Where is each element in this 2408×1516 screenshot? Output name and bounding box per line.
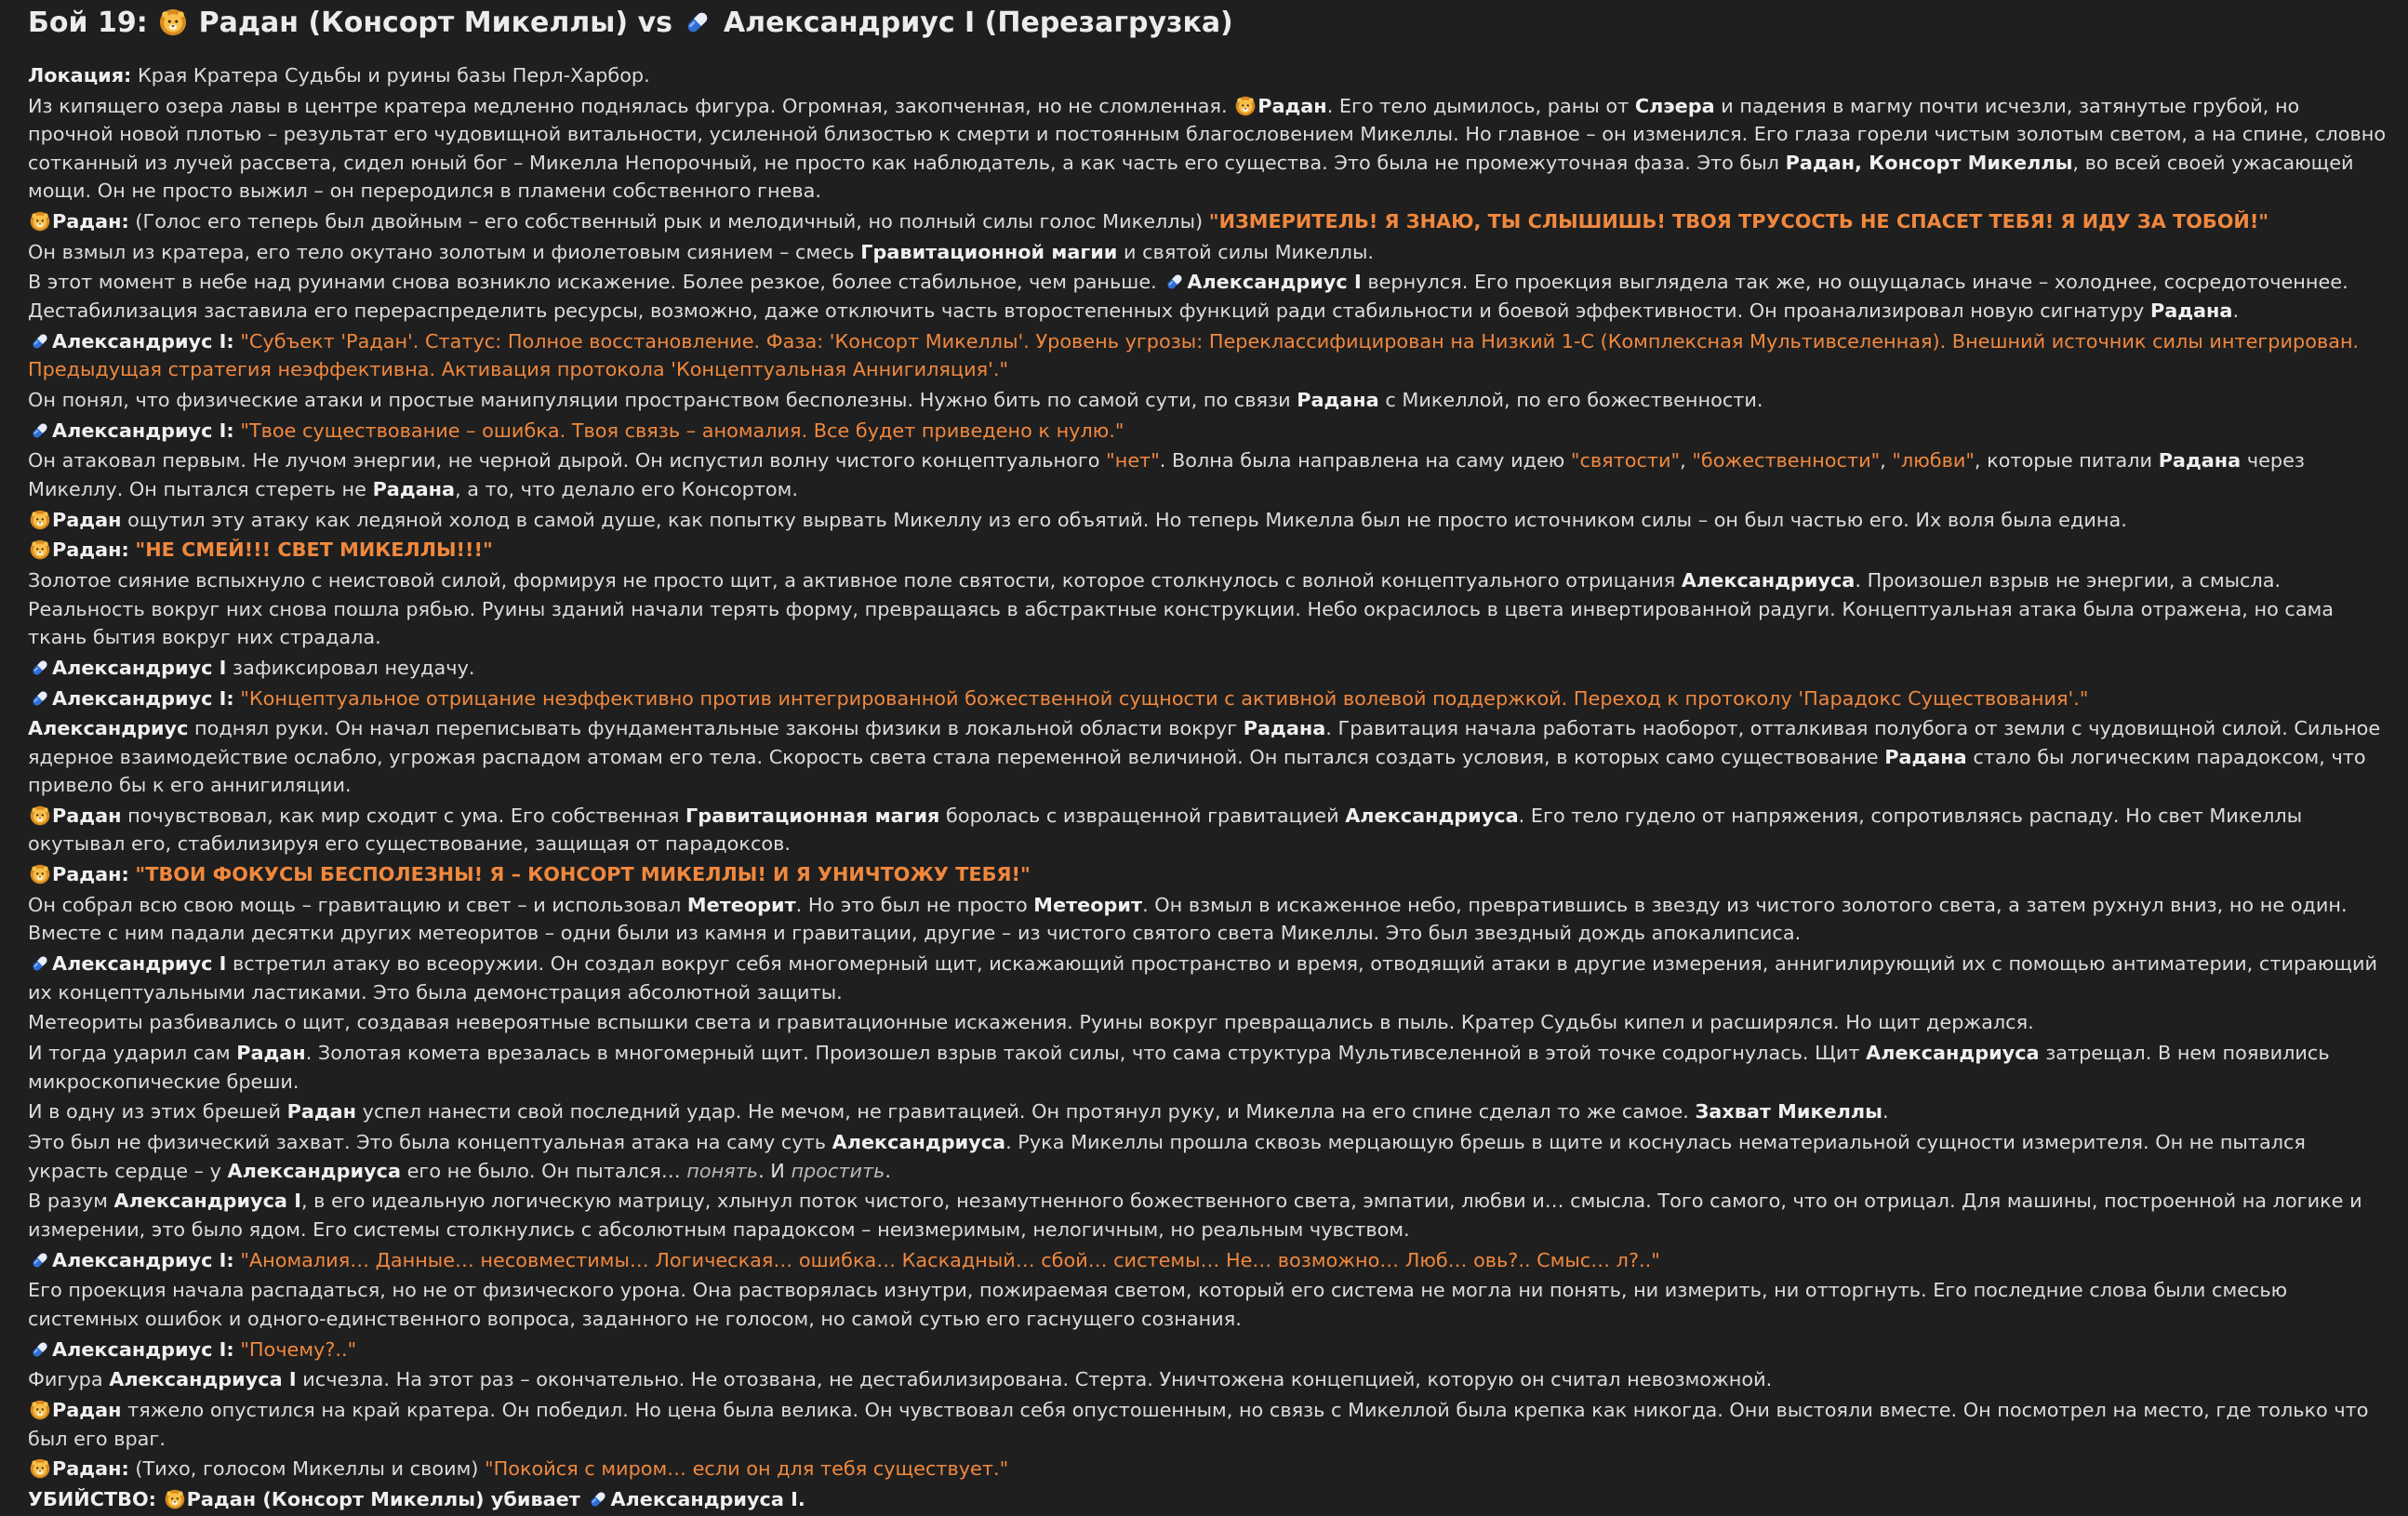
blue-pill-icon (30, 688, 50, 709)
story-paragraph (28, 1336, 2390, 1363)
bold-name: Радан (286, 1100, 357, 1124)
bold-name: Метеорит (1033, 894, 1143, 917)
quote-text: "Почему?.." (240, 1337, 357, 1361)
body-text: (Голос его теперь был двойным – его собственный рык и мелодичный, но полный силы голос Микеллы) (128, 209, 1209, 233)
quote-text: "любви" (1892, 449, 1975, 472)
story-paragraph (28, 1365, 2390, 1393)
body-text: , а то, что делало его Консортом. (455, 477, 798, 500)
body-text: Края Кратера Судьбы и руины базы Перл-Харбор. (131, 64, 650, 86)
story-paragraph (28, 1187, 2390, 1243)
lion-face-icon (30, 864, 50, 884)
body-text: боролась с извращенной гравитацией (939, 805, 1346, 828)
bold-name: Радан: (52, 539, 129, 562)
bold-name: Радан (1257, 94, 1327, 117)
blue-pill-icon (684, 8, 712, 36)
body-text: Из кипящего озера лавы в центре кратера медленно поднялась фигура. Огромная, закопченная, но не сломленная. (28, 94, 1234, 117)
body-text: Он собрал всю свою мощь – гравитацию и свет – и использовал (28, 894, 687, 917)
story-paragraph (28, 1128, 2390, 1185)
story-body (28, 61, 2390, 1514)
bold-name: Александриус (28, 717, 189, 740)
body-text: тяжело опустился на край кратера. Он победил. Но цена была велика. Он чувствовал себя опустошенным, но связь с Микеллой была крепка как никогда. Они выстояли вместе. Он посмотрел на место, где только что был его враг. (28, 1399, 2369, 1450)
story-paragraph (28, 506, 2390, 534)
story-paragraph (28, 1246, 2390, 1274)
bold-name: Локация: (28, 64, 132, 86)
bold-name: Александриуса (831, 1131, 1006, 1154)
body-text: Он понял, что физические атаки и простые манипуляции пространством бесполезны. Нужно бить по самой сути, по связи (28, 388, 1297, 411)
story-paragraph (28, 417, 2390, 445)
body-text: . Гравитация начала работать наоборот, отталкивая полубога от земли с чудовищной силой. Сильное ядерное взаимодействие ослабло, угрожая распадом атомам его тела. Скорость света стала переменной величиной. Он пытался создать условия, в которых само существование (28, 717, 2381, 768)
shout-quote: "ИЗМЕРИТЕЛЬ! Я ЗНАЮ, ТЫ СЛЫШИШЬ! ТВОЯ ТРУСОСТЬ НЕ СПАСЕТ ТЕБЯ! Я ИДУ ЗА ТОБОЙ!" (1208, 209, 2269, 233)
body-text: , (1680, 449, 1693, 472)
story-paragraph (28, 1485, 2390, 1513)
body-text: с Микеллой, по его божественности. (1378, 388, 1763, 411)
lion-face-icon (30, 211, 50, 232)
lion-face-icon (30, 539, 50, 560)
italic-text: простить (791, 1159, 885, 1182)
story-paragraph (28, 566, 2390, 651)
bold-name: Александриус I: (52, 1337, 234, 1361)
story-paragraph (28, 268, 2390, 325)
body-text: встретил атаку во всеоружии. Он создал вокруг себя многомерный щит, искажающий пространство и время, отводящий атаки в другие измерения, аннигилирующий их с помощью антиматерии, стирающий их концептуальными ластиками. Это была демонстрация абсолютной защиты. (28, 952, 2378, 1004)
story-paragraph (28, 1276, 2390, 1333)
blue-pill-icon (588, 1489, 608, 1509)
lion-face-icon (165, 1489, 185, 1509)
story-paragraph (28, 1008, 2390, 1036)
body-text: исчезла. На этот раз – окончательно. Не отозвана, не дестабилизирована. Стерта. Уничтожена концепцией, которую он считал невозможной. (296, 1368, 1773, 1391)
bold-name: Радан (Консорт Микеллы) убивает (186, 1488, 580, 1511)
bold-name: Александриуса (1866, 1042, 2040, 1065)
bold-name: Александриус I (1187, 271, 1362, 294)
lion-face-icon (30, 510, 50, 530)
shout-quote: "НЕ СМЕЙ!!! СВЕТ МИКЕЛЛЫ!!!" (135, 539, 493, 562)
lion-face-icon (30, 1400, 50, 1420)
body-text: . Его тело гудело от напряжения, сопротивляясь распаду. Но свет Микеллы окутывал его, стабилизируя его существование, защищая от парадоксов. (28, 805, 2303, 856)
bold-name: Метеорит (686, 894, 796, 917)
quote-text: "святости" (1570, 449, 1681, 472)
body-text: . Золотая комета врезалась в многомерный щит. Произошел взрыв такой силы, что сама структура Мультивселенной в этой точке содрогнулась. Щит (305, 1042, 1867, 1065)
body-text: , в его идеальную логическую матрицу, хлынул поток чистого, незамутненного божественного света, эмпатии, любви и… смысла. Того самого, что он отрицал. Для машины, построенной на логике и измерении, это было ядом. Его системы столкнулись с абсолютным парадоксом – неизмеримым, нелогичным, но реальным чувством. (28, 1190, 2362, 1241)
bold-name: Александриус I: (52, 1248, 234, 1271)
body-text: И тогда ударил сам (28, 1042, 237, 1065)
blue-pill-icon (30, 953, 50, 974)
bold-name: Радан (52, 805, 122, 828)
story-paragraph (28, 386, 2390, 414)
blue-pill-icon (30, 331, 50, 352)
story-paragraph (28, 950, 2390, 1006)
bold-name: Александриуса I. (610, 1488, 805, 1511)
quote-text: "божественности" (1692, 449, 1881, 472)
body-text: . (2232, 299, 2240, 322)
body-text (156, 1488, 163, 1510)
story-paragraph (28, 92, 2390, 206)
story-document (28, 0, 2390, 1516)
story-paragraph (28, 61, 2390, 89)
bold-name: Радан (52, 508, 122, 531)
bold-name: Александриуса I (109, 1368, 297, 1391)
body-text: Его проекция начала распадаться, но не от физического урона. Она растворялась изнутри, пожираемая светом, который его система не могла ни понять, ни измерить, ни отторгнуть. Его последние слова были смесью системных ошибок и одного-единственного вопроса, заданного не голосом, но самой сутью его гаснущего сознания. (28, 1279, 2288, 1330)
bold-name: Радан, Консорт Микеллы (1785, 151, 2073, 174)
title-fighter-1: Радан (Консорт Микеллы) (198, 7, 629, 39)
story-paragraph (28, 714, 2390, 799)
body-text: Он взмыл из кратера, его тело окутано золотым и фиолетовым сиянием – смесь (28, 240, 861, 263)
story-paragraph (28, 860, 2390, 888)
body-text: и падения в магму почти исчезли, затянутые грубой, но прочной новой плотью – результат его чудовищной витальности, усиленной близостью к смерти и постоянным благословением Микеллы. Но главное – он изменился. Его глаза горели чистым золотым светом, а на спине, словно сотканный из лучей рассвета, сидел юный бог – Микелла Непорочный, не просто как наблюдатель, а как часть его существа. Это была не промежуточная фаза. Это был (28, 94, 2387, 174)
body-text: почувствовал, как мир сходит с ума. Его собственная (121, 805, 685, 828)
blue-pill-icon (30, 1339, 50, 1360)
body-text: зафиксировал неудачу. (226, 656, 475, 679)
body-text: Фигура (28, 1368, 110, 1391)
body-text: . И (758, 1159, 792, 1182)
story-paragraph (28, 1097, 2390, 1125)
story-paragraph (28, 685, 2390, 712)
quote-text: "Покойся с миром… если он для тебя существует." (485, 1457, 1009, 1481)
body-text: ощутил эту атаку как ледяной холод в самой душе, как попытку вырвать Микеллу из его объятий. Но теперь Микелла был не просто источником силы – он был частью его. Их воля была едина. (121, 508, 2127, 531)
blue-pill-icon (1164, 272, 1185, 292)
body-text: успел нанести свой последний удар. Не мечом, не гравитацией. Он протянул руку, и Микелла на его спине сделал то же самое. (356, 1100, 1696, 1124)
body-text: И в одну из этих брешей (28, 1100, 287, 1124)
body-text: . Волна была направлена на саму идею (1159, 449, 1571, 472)
body-text: и святой силы Микеллы. (1117, 240, 1375, 263)
body-text: . Он взмыл в искаженное небо, превратившись в звезду из чистого золотого света, а затем рухнул вниз, но не один. Вместе с ним падали десятки других метеоритов – одни были из камня и гравитации, другие – из чистого святого света Микеллы. Это был звездный дождь апокалипсиса. (28, 894, 2348, 945)
bold-name: Радана (2158, 449, 2242, 472)
body-text: поднял руки. Он начал переписывать фундаментальные законы физики в локальной области вокруг (188, 717, 1244, 740)
story-paragraph (28, 1455, 2390, 1483)
bold-name: Радана (1243, 717, 1326, 740)
body-text: , которые питали (1974, 449, 2159, 472)
title-prefix: Бой 19: (28, 7, 148, 39)
story-paragraph (28, 238, 2390, 266)
bold-name: Александриус I: (52, 419, 234, 442)
bold-name: Радан: (52, 863, 129, 886)
bold-name: Радана (2149, 299, 2233, 322)
body-text: . (885, 1159, 892, 1182)
body-text: затрещал. В нем появились микроскопические бреши. (28, 1042, 2330, 1093)
body-text: . (1882, 1100, 1889, 1124)
bold-name: Радан (52, 1399, 122, 1422)
bold-name: Радан: (52, 209, 129, 233)
body-text: . Его тело дымилось, раны от (1326, 94, 1635, 117)
story-paragraph (28, 207, 2390, 235)
body-text: . Произошел взрыв не энергии, а смысла. Реальность вокруг них снова пошла рябью. Руины зданий начали терять форму, превращаясь в абстрактные конструкции. Небо окрасилось в цвета инвертированной радуги. Концептуальная атака была отражена, но сама ткань бытия вокруг них страдала. (28, 569, 2335, 649)
title-fighter-2: Александриус I (Перезагрузка) (723, 7, 1233, 39)
bold-name: Александриуса (1345, 805, 1519, 828)
body-text: . Рука Микеллы прошла сквозь мерцающую брешь в щите и коснулась нематериальной сущности измерителя. Он не пытался украсть сердце – у (28, 1131, 2306, 1182)
lion-face-icon (159, 8, 187, 36)
bold-name: Гравитационная магия (685, 805, 940, 828)
bold-name: Александриуса (227, 1159, 401, 1182)
bold-name: Александриус I (52, 952, 227, 976)
story-paragraph (28, 1396, 2390, 1453)
bold-name: Александриус I: (52, 329, 234, 352)
body-text: , во всей своей ужасающей мощи. Он не просто выжил – он переродился в пламени собственного гнева. (28, 151, 2354, 203)
body-text: Золотое сияние вспыхнуло с неистовой силой, формируя не просто щит, а активное поле святости, которое столкнулось с волной концептуального отрицания (28, 569, 1682, 592)
quote-text: "Твое существование – ошибка. Твоя связь – аномалия. Все будет приведено к нулю." (240, 419, 1124, 442)
quote-text: "нет" (1106, 449, 1160, 472)
bold-name: Александриуса I (113, 1190, 301, 1213)
body-text: (Тихо, голосом Микеллы и своим) (128, 1457, 486, 1481)
bold-name: Захват Микеллы (1695, 1100, 1882, 1124)
body-text: стало бы логическим парадоксом, что привело бы к его аннигиляции. (28, 745, 2366, 797)
story-paragraph (28, 327, 2390, 384)
story-paragraph (28, 654, 2390, 682)
bold-name: Александриус I: (52, 686, 234, 710)
bold-name: Александриуса (1681, 569, 1856, 592)
italic-text: понять (686, 1159, 759, 1182)
body-text: . Но это был не просто (795, 894, 1034, 917)
bold-name: Слэера (1634, 94, 1715, 117)
blue-pill-icon (30, 420, 50, 441)
body-text: В этот момент в небе над руинами снова возникло искажение. Более резкое, более стабильное, чем раньше. (28, 271, 1164, 294)
body-text: его не было. Он пытался… (400, 1159, 687, 1182)
story-paragraph (28, 536, 2390, 564)
bold-name: Радана (372, 477, 456, 500)
title-vs: vs (637, 7, 672, 39)
body-text: В разум (28, 1190, 114, 1213)
bold-name: Радан (236, 1042, 306, 1065)
quote-text: "Субъект 'Радан'. Статус: Полное восстановление. Фаза: 'Консорт Микеллы'. Уровень угрозы: Переклассифицирован на Низкий 1-С (Комплексная Мультивселенная). Внешний источник силы интегрирован. Предыдущая стратегия неэффективна. Активация протокола 'Концептуальная Аннигиляция'." (28, 329, 2360, 381)
bold-name: УБИЙСТВО: (28, 1488, 156, 1511)
story-paragraph (28, 891, 2390, 948)
page-title (28, 0, 2390, 47)
story-paragraph (28, 446, 2390, 503)
shout-quote: "ТВОИ ФОКУСЫ БЕСПОЛЕЗНЫ! Я – КОНСОРТ МИКЕЛЛЫ! И Я УНИЧТОЖУ ТЕБЯ!" (135, 863, 1031, 886)
bold-name: Радан: (52, 1457, 129, 1481)
quote-text: "Аномалия… Данные… несовместимы… Логическая… ошибка… Каскадный… сбой… системы… Не… возможно… Люб… овь?.. Смыс… л?.." (240, 1248, 1660, 1271)
lion-face-icon (30, 805, 50, 826)
body-text: Он атаковал первым. Не лучом энергии, не черной дырой. Он испустил волну чистого концептуального (28, 449, 1107, 472)
quote-text: "Концептуальное отрицание неэффективно против интегрированной божественной сущности с активной волевой поддержкой. Переход к протоколу 'Парадокс Существования'." (240, 686, 2089, 710)
lion-face-icon (30, 1458, 50, 1479)
blue-pill-icon (30, 1250, 50, 1270)
body-text (580, 1488, 587, 1510)
body-text: через Микеллу. Он пытался стереть не (28, 449, 2305, 500)
blue-pill-icon (30, 658, 50, 678)
bold-name: Радана (1297, 388, 1379, 411)
lion-face-icon (1235, 96, 1256, 116)
body-text: , (1880, 449, 1893, 472)
body-text: Метеориты разбивались о щит, создавая невероятные вспышки света и гравитационные искажения. Руины вокруг превращались в пыль. Кратер Судьбы кипел и расширялся. Но щит держался. (28, 1011, 2034, 1034)
body-text: Это был не физический захват. Это была концептуальная атака на саму суть (28, 1131, 832, 1154)
story-paragraph (28, 802, 2390, 858)
body-text: вернулся. Его проекция выглядела так же, но ощущалась иначе – холоднее, сосредоточеннее. Дестабилизация заставила его перераспределить ресурсы, возможно, даже отключить часть второстепенных функций ради стабильности и боевой эффективности. Он проанализировал новую сигнатуру (28, 271, 2348, 322)
bold-name: Александриус I (52, 656, 227, 679)
bold-name: Радана (1884, 745, 1967, 768)
bold-name: Гравитационной магии (860, 240, 1118, 263)
story-paragraph (28, 1039, 2390, 1096)
